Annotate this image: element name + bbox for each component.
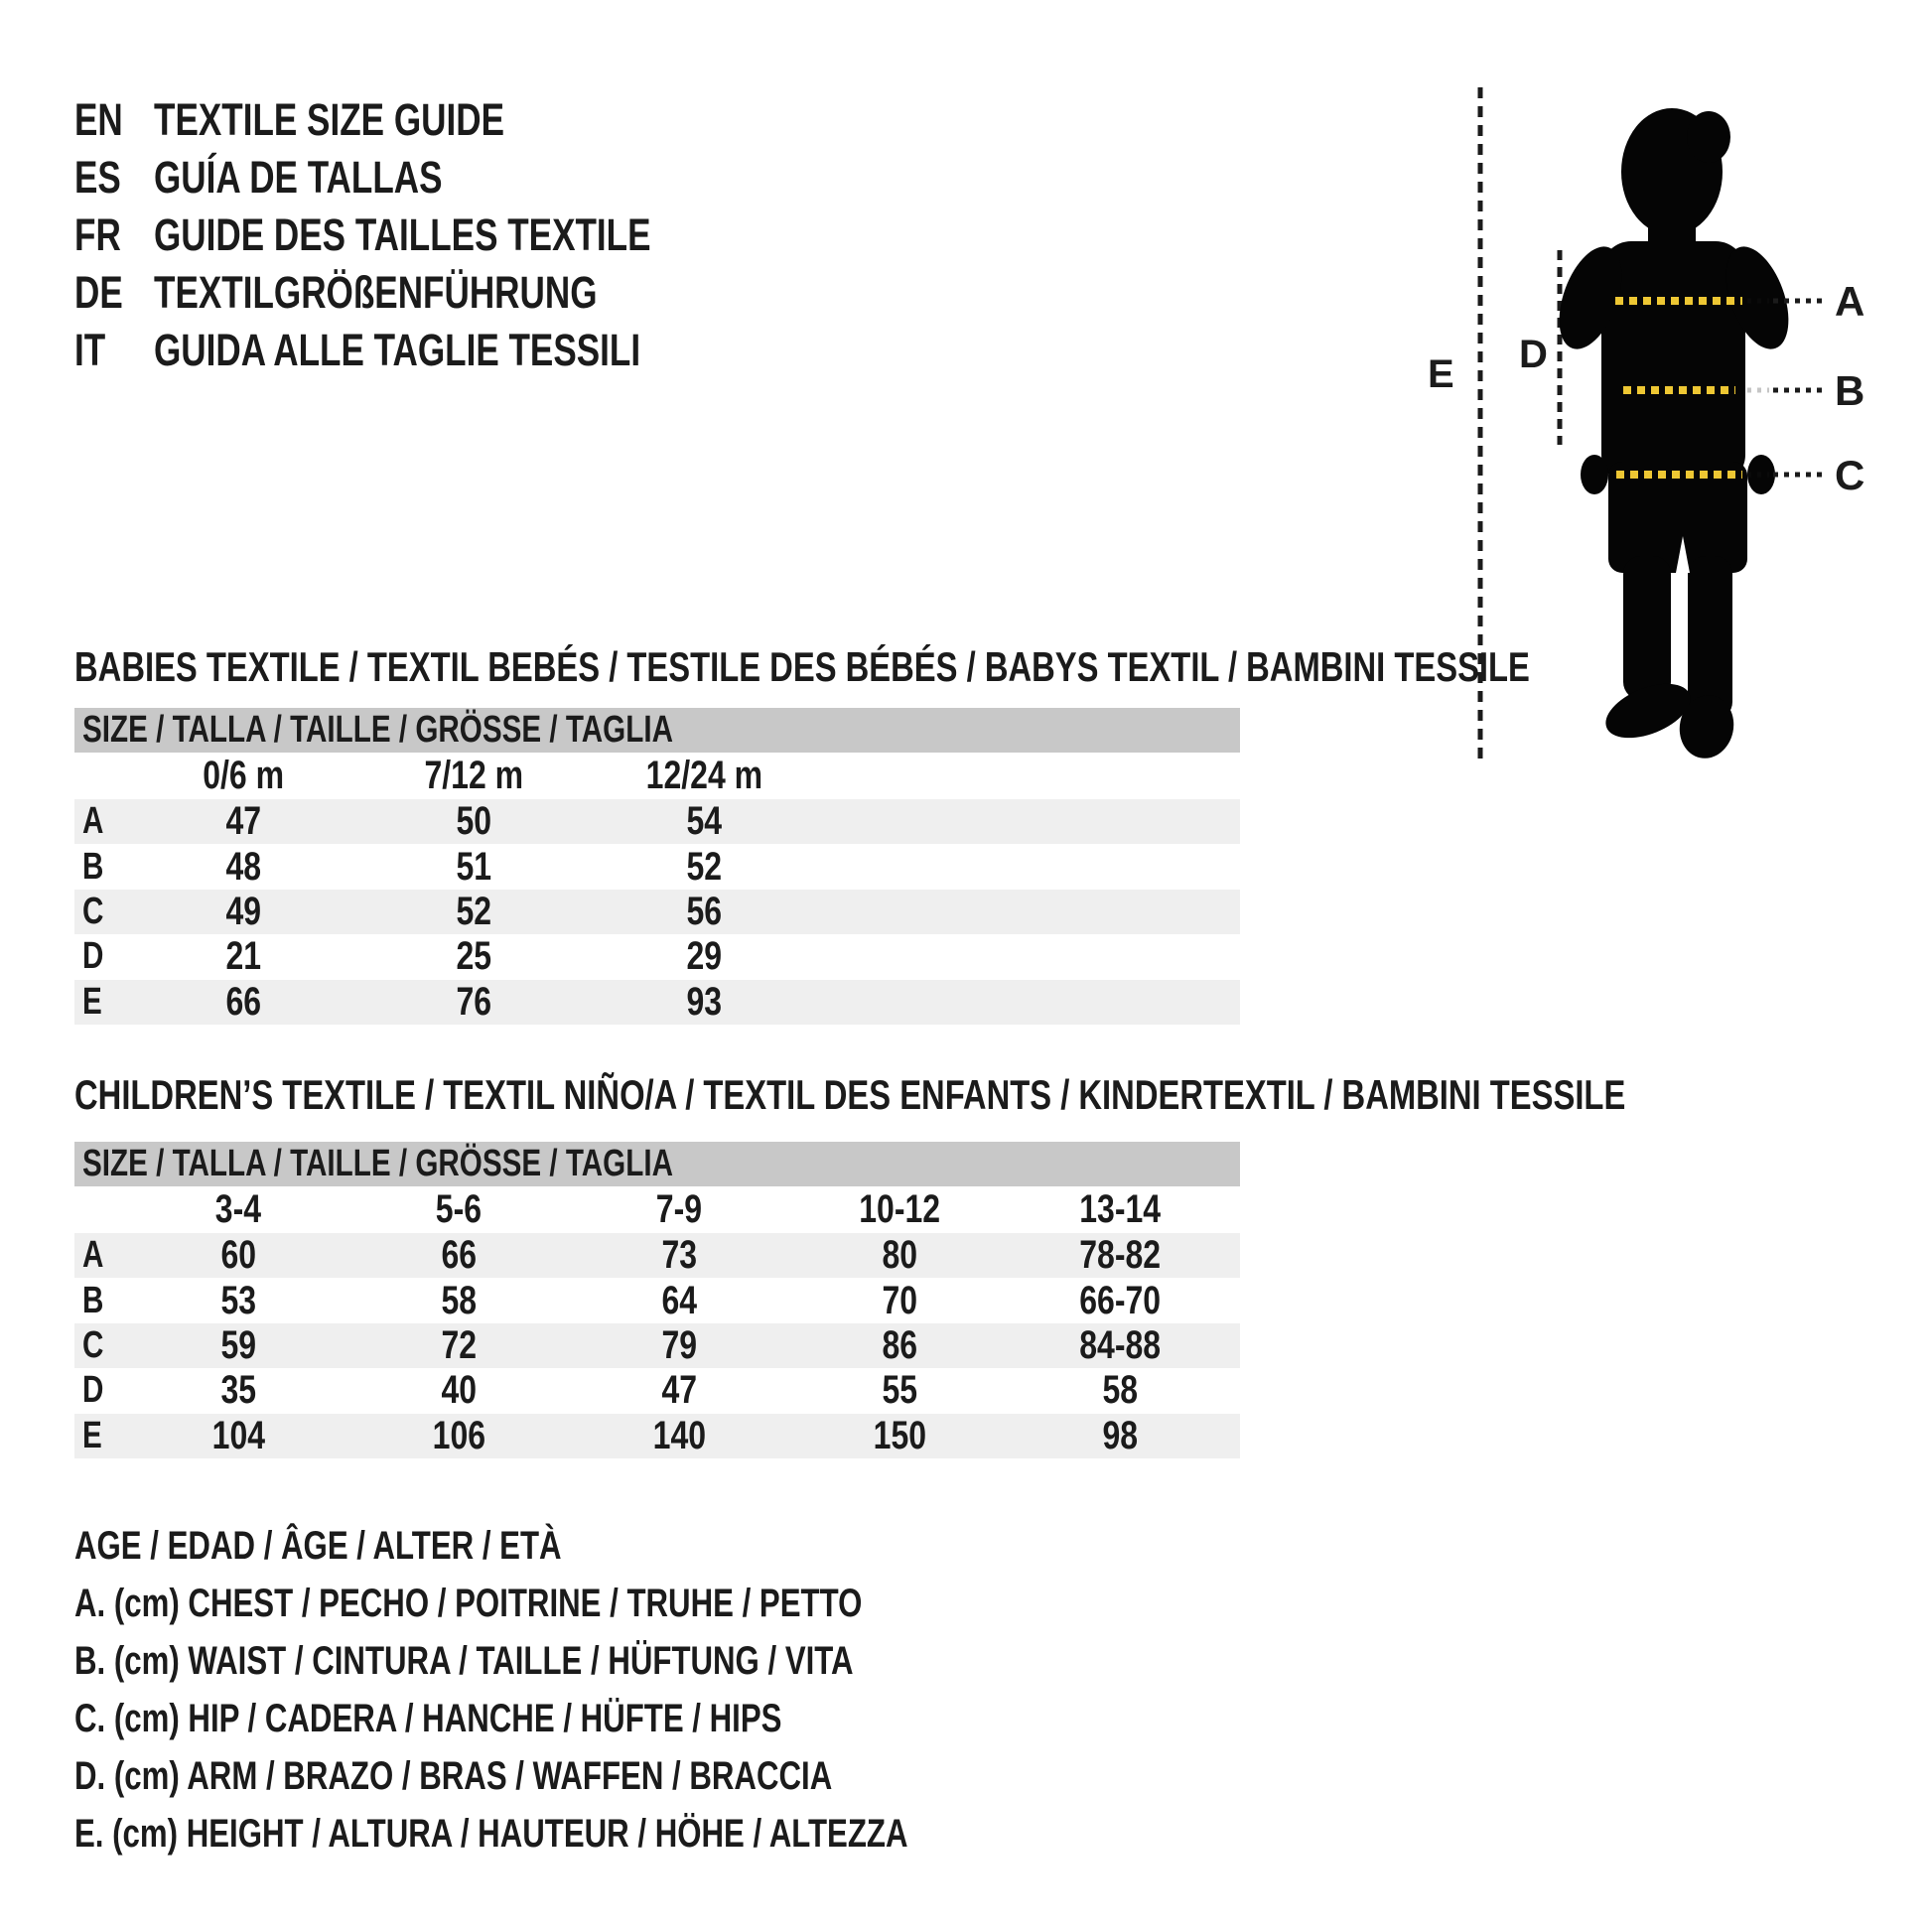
- lang-title-es: GUÍA DE TALLAS: [154, 152, 443, 203]
- table-cell: 58: [1102, 1368, 1138, 1413]
- table-cell: 93: [686, 979, 722, 1024]
- table-row: [74, 890, 1240, 934]
- table-cell: 21: [225, 934, 261, 979]
- table-cell: 52: [686, 844, 722, 889]
- table-cell: 56: [686, 889, 722, 933]
- table-cell: 80: [882, 1233, 917, 1278]
- lang-row-en: [74, 91, 791, 149]
- table-cell: 51: [456, 844, 491, 889]
- table-cell: 104: [211, 1413, 265, 1457]
- babies-table-header-text: SIZE / TALLA / TAILLE / GRÖSSE / TAGLIA: [82, 709, 673, 751]
- table-row: [74, 1278, 1240, 1322]
- legend-line-chest: [74, 1575, 1143, 1632]
- lang-row-it: [74, 322, 791, 379]
- table-cell: 47: [225, 799, 261, 844]
- row-label: A: [82, 800, 104, 843]
- legend-line-waist: [74, 1632, 1143, 1690]
- children-size-table: [74, 1142, 1240, 1458]
- table-cell: 98: [1102, 1413, 1138, 1457]
- table-row: [74, 1323, 1240, 1368]
- legend-text: A. (cm) CHEST / PECHO / POITRINE / TRUHE / PETTO: [74, 1582, 863, 1625]
- label-chest-a: A: [1835, 278, 1865, 325]
- table-cell: 84-88: [1079, 1322, 1161, 1367]
- table-cell: 66-70: [1079, 1278, 1161, 1322]
- column-header-text: 3-4: [214, 1187, 262, 1231]
- row-label: C: [82, 1323, 104, 1366]
- legend-text: AGE / EDAD / ÂGE / ALTER / ETÀ: [74, 1524, 562, 1568]
- table-cell: 76: [456, 979, 491, 1024]
- column-header-text: 7/12 m: [424, 754, 523, 797]
- column-header: [128, 754, 358, 798]
- table-row: [74, 844, 1240, 889]
- column-header-text: 10-12: [859, 1187, 940, 1231]
- lang-row-fr: [74, 207, 791, 264]
- table-cell: 29: [686, 934, 722, 979]
- table-cell: 47: [661, 1368, 697, 1413]
- table-row: [74, 1368, 1240, 1413]
- table-cell: 25: [456, 934, 491, 979]
- column-header-text: 7-9: [655, 1187, 703, 1231]
- column-header: [348, 1187, 569, 1232]
- column-header: [569, 1187, 789, 1232]
- table-row: [74, 980, 1240, 1025]
- column-header-text: 12/24 m: [645, 754, 762, 797]
- table-cell: 150: [873, 1413, 926, 1457]
- lang-code-es: ES: [74, 152, 121, 203]
- row-label: B: [82, 845, 104, 888]
- table-row: [74, 1233, 1240, 1278]
- table-cell: 49: [225, 889, 261, 933]
- babies-table-header-bar: [74, 708, 1240, 753]
- lang-code-en: EN: [74, 94, 123, 145]
- measurement-legend: [74, 1517, 1143, 1863]
- table-cell: 73: [661, 1233, 697, 1278]
- children-section-title: [74, 1073, 1932, 1117]
- babies-section-title: [74, 645, 1932, 689]
- legend-line-hip: [74, 1690, 1143, 1747]
- legend-line-age: [74, 1517, 1143, 1575]
- lang-title-it: GUIDA ALLE TAGLIE TESSILI: [154, 325, 641, 375]
- column-header: [358, 754, 589, 798]
- children-table-header-bar: [74, 1142, 1240, 1186]
- children-column-headers: [74, 1186, 1240, 1233]
- table-cell: 35: [220, 1368, 256, 1413]
- table-cell: 66: [225, 979, 261, 1024]
- table-cell: 52: [456, 889, 491, 933]
- table-cell: 78-82: [1079, 1233, 1161, 1278]
- lang-title-en: TEXTILE SIZE GUIDE: [154, 94, 504, 145]
- table-cell: 64: [661, 1278, 697, 1322]
- table-cell: 48: [225, 844, 261, 889]
- table-cell: 53: [220, 1278, 256, 1322]
- language-header: [74, 91, 791, 379]
- table-row: [74, 799, 1240, 844]
- lang-title-fr: GUIDE DES TAILLES TEXTILE: [154, 209, 651, 260]
- lang-row-de: [74, 264, 791, 322]
- table-cell: 70: [882, 1278, 917, 1322]
- table-cell: 66: [441, 1233, 477, 1278]
- table-cell: 60: [220, 1233, 256, 1278]
- column-header-text: 0/6 m: [203, 754, 284, 797]
- lang-row-es: [74, 149, 791, 207]
- row-label: B: [82, 1279, 104, 1321]
- table-cell: 79: [661, 1322, 697, 1367]
- lang-code-fr: FR: [74, 209, 121, 260]
- column-header-text: 5-6: [435, 1187, 483, 1231]
- table-row: [74, 934, 1240, 979]
- row-label: D: [82, 935, 104, 978]
- babies-section-title-text: BABIES TEXTILE / TEXTIL BEBÉS / TESTILE DES BÉBÉS / BABYS TEXTIL / BAMBINI TESSILE: [74, 643, 1530, 690]
- label-hip-c: C: [1835, 452, 1865, 498]
- babies-column-headers: [74, 753, 1240, 799]
- lang-code-it: IT: [74, 325, 106, 375]
- row-label: E: [82, 980, 102, 1023]
- table-cell: 40: [441, 1368, 477, 1413]
- label-arm-d: D: [1519, 333, 1548, 376]
- label-height-e: E: [1428, 352, 1454, 396]
- table-cell: 72: [441, 1322, 477, 1367]
- legend-text: D. (cm) ARM / BRAZO / BRAS / WAFFEN / BRACCIA: [74, 1754, 833, 1798]
- babies-size-table: [74, 708, 1240, 1025]
- row-label: E: [82, 1414, 102, 1456]
- table-cell: 54: [686, 799, 722, 844]
- legend-line-height: [74, 1805, 1143, 1863]
- column-header: [789, 1187, 1010, 1232]
- legend-text: C. (cm) HIP / CADERA / HANCHE / HÜFTE / HIPS: [74, 1697, 782, 1740]
- column-header: [1010, 1187, 1230, 1232]
- legend-text: E. (cm) HEIGHT / ALTURA / HAUTEUR / HÖHE / ALTEZZA: [74, 1812, 908, 1856]
- column-header: [128, 1187, 348, 1232]
- column-header: [589, 754, 819, 798]
- table-cell: 58: [441, 1278, 477, 1322]
- table-cell: 50: [456, 799, 491, 844]
- table-cell: 59: [220, 1322, 256, 1367]
- table-cell: 86: [882, 1322, 917, 1367]
- table-cell: 106: [432, 1413, 485, 1457]
- table-cell: 55: [882, 1368, 917, 1413]
- row-label: C: [82, 890, 104, 932]
- lang-code-de: DE: [74, 267, 123, 318]
- column-header-text: 13-14: [1079, 1187, 1161, 1231]
- children-table-header-text: SIZE / TALLA / TAILLE / GRÖSSE / TAGLIA: [82, 1143, 673, 1184]
- children-section-title-text: CHILDREN’S TEXTILE / TEXTIL NIÑO/A / TEXTIL DES ENFANTS / KINDERTEXTIL / BAMBINI TESSILE: [74, 1071, 1626, 1118]
- table-row: [74, 1414, 1240, 1458]
- label-waist-b: B: [1835, 367, 1865, 414]
- lang-title-de: TEXTILGRÖßENFÜHRUNG: [154, 267, 598, 318]
- legend-line-arm: [74, 1747, 1143, 1805]
- row-label: A: [82, 1234, 104, 1277]
- row-label: D: [82, 1369, 104, 1412]
- legend-text: B. (cm) WAIST / CINTURA / TAILLE / HÜFTUNG / VITA: [74, 1639, 854, 1683]
- table-cell: 140: [652, 1413, 706, 1457]
